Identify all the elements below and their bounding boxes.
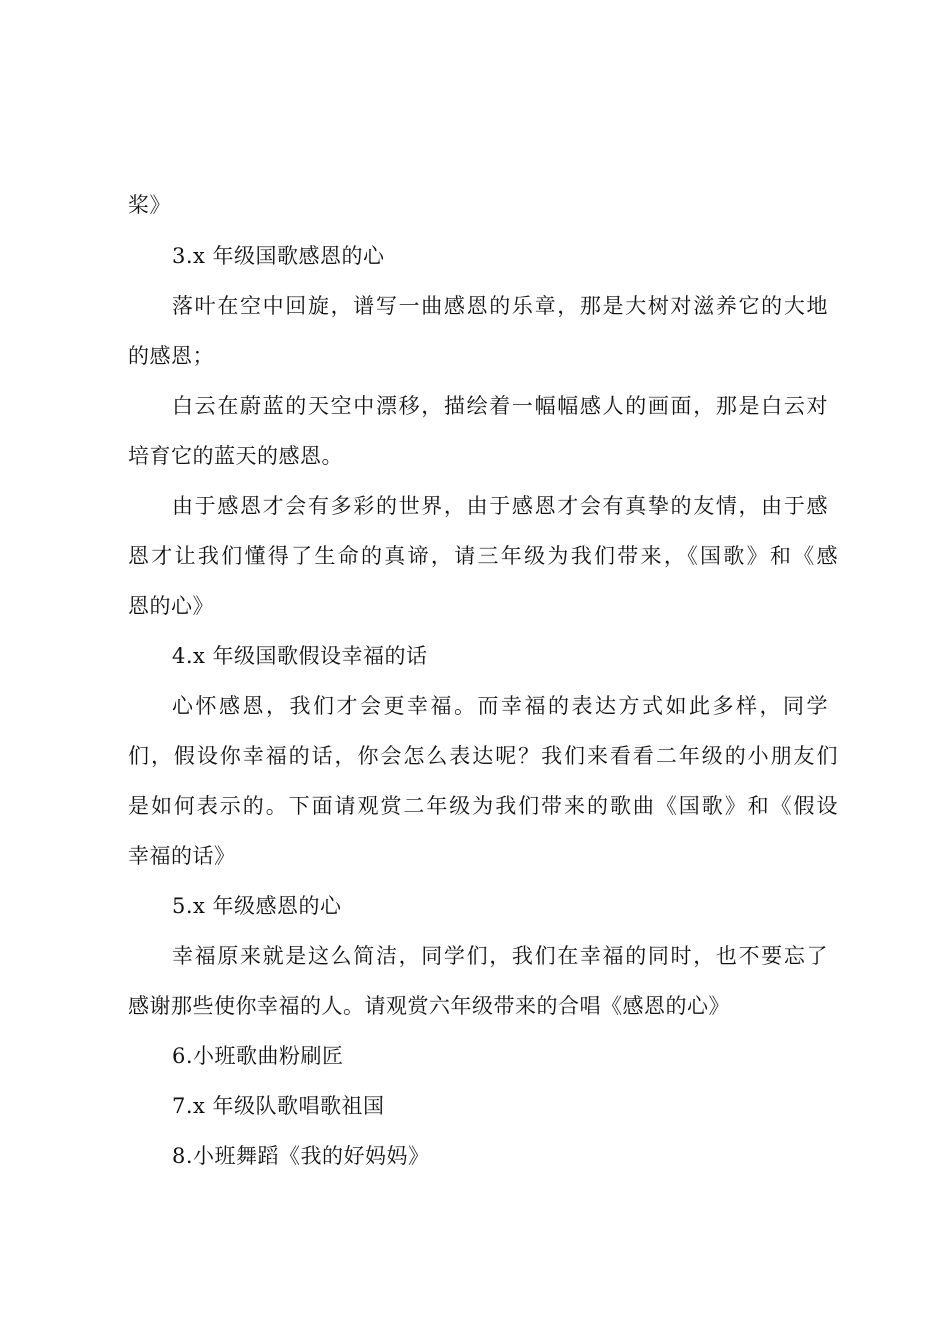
text-line: 感谢那些使你幸福的人。请观赏六年级带来的合唱《感恩的心》 (128, 994, 730, 1018)
text-line: 幸福原来就是这么简洁，同学们，我们在幸福的同时，也不要忘了 (172, 944, 828, 968)
program-item-heading: 8.小班舞蹈《我的好妈妈》 (172, 1144, 430, 1168)
text-line: 由于感恩才会有多彩的世界，由于感恩才会有真挚的友情，由于感 (172, 494, 828, 518)
text-line: 们，假设你幸福的话，你会怎么表达呢？我们来看看二年级的小朋友们 (128, 744, 838, 768)
text-line: 幸福的话》 (128, 844, 236, 868)
program-item-heading: 7.x 年级队歌唱歌祖国 (172, 1094, 385, 1118)
text-line: 桨》 (128, 193, 171, 217)
program-item-heading: 4.x 年级国歌假设幸福的话 (172, 644, 428, 668)
program-item-heading: 5.x 年级感恩的心 (172, 894, 342, 918)
text-line: 白云在蔚蓝的天空中漂移，描绘着一幅幅感人的画面，那是白云对 (172, 394, 828, 418)
text-line: 是如何表示的。下面请观赏二年级为我们带来的歌曲《国歌》和《假设 (128, 794, 838, 818)
program-item-heading: 3.x 年级国歌感恩的心 (172, 244, 385, 268)
text-line: 恩才让我们懂得了生命的真谛，请三年级为我们带来，《国歌》和《感 (128, 544, 838, 568)
program-item-heading: 6.小班歌曲粉刷匠 (172, 1044, 344, 1068)
text-line: 心怀感恩，我们才会更幸福。而幸福的表达方式如此多样，同学 (172, 694, 828, 718)
text-line: 培育它的蓝天的感恩。 (128, 444, 343, 468)
text-line: 的感恩； (128, 344, 214, 368)
text-line: 恩的心》 (128, 594, 214, 618)
text-line: 落叶在空中回旋，谱写一曲感恩的乐章，那是大树对滋养它的大地 (172, 294, 828, 318)
